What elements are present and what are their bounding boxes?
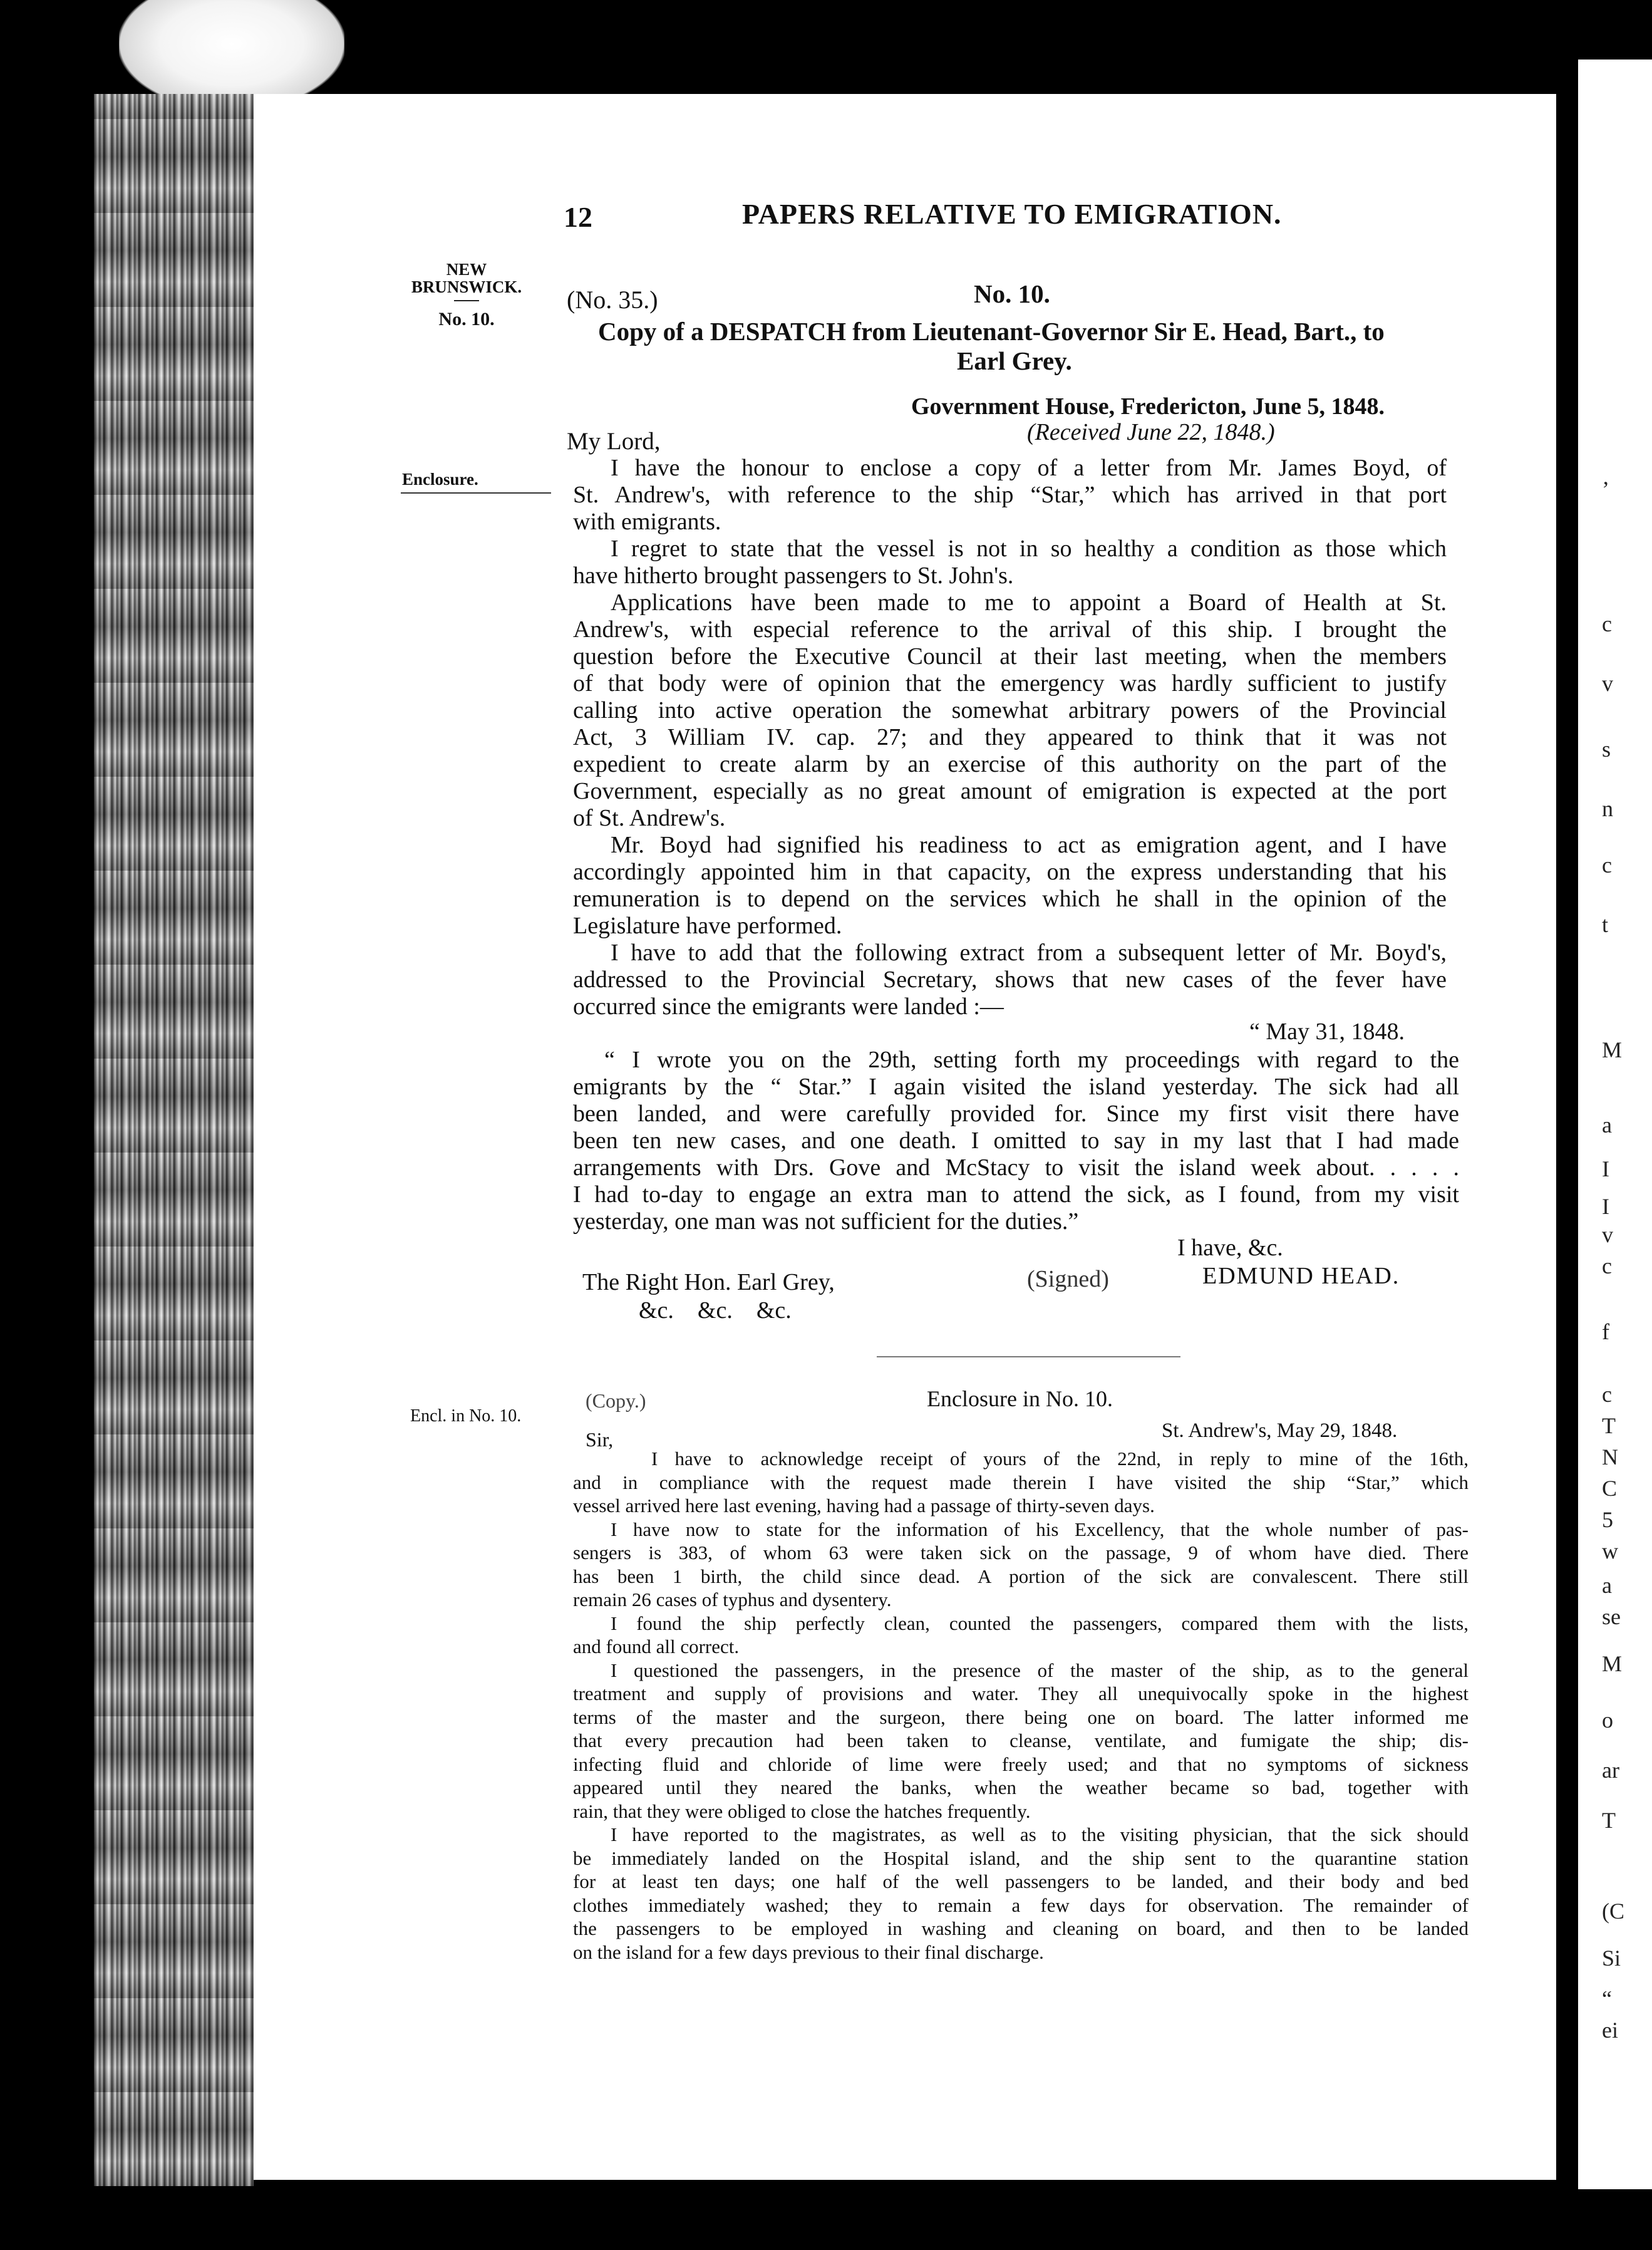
enclosure-line: and found all correct. [573, 1636, 740, 1657]
despatch-line: with emigrants. [573, 509, 721, 535]
despatch-line: remuneration is to depend on the services which he shall in the opinion of the [573, 886, 1447, 912]
facing-page-fragment [1578, 60, 1652, 2189]
extract-line: emigrants by the “ Star.” I again visited the island yesterday. The sick had all [573, 1074, 1459, 1100]
page-number: 12 [564, 201, 592, 233]
margin-enclosure-ref: Encl. in No. 10. [410, 1406, 522, 1426]
despatch-line: accordingly appointed him in that capacity, on the express understanding that his [573, 859, 1447, 885]
despatch-ref: (No. 35.) [567, 286, 658, 314]
facing-page-letter: I [1602, 1156, 1609, 1181]
despatch-salutation: My Lord, [567, 428, 661, 455]
page-title: PAPERS RELATIVE TO EMIGRATION. [742, 198, 1282, 230]
enclosure-line: sengers is 383, of whom 63 were taken sick on the passage, 9 of whom have died. There [573, 1542, 1469, 1563]
despatch-heading-line1: Copy of a DESPATCH from Lieutenant-Governor Sir E. Head, Bart., to [598, 317, 1385, 346]
facing-page-letter: a [1602, 1573, 1612, 1598]
addressee-line1: The Right Hon. Earl Grey, [582, 1269, 835, 1295]
extract-line: arrangements with Drs. Gove and McStacy to visit the island week about. . . . . [573, 1154, 1459, 1181]
despatch-line: Applications have been made to me to appoint a Board of Health at St. [611, 589, 1447, 616]
facing-page-letter: a [1602, 1112, 1612, 1138]
facing-page-letter: ei [1602, 2018, 1618, 2043]
facing-page-letter: t [1602, 912, 1609, 937]
facing-page-letter: v [1602, 1222, 1613, 1247]
enclosure-copy-label: (Copy.) [586, 1389, 646, 1412]
facing-page-letter: v [1602, 671, 1613, 696]
enclosure-line: rain, that they were obliged to close the hatches frequently. [573, 1800, 1031, 1822]
enclosure-salutation: Sir, [586, 1428, 614, 1451]
enclosure-line: I found the ship perfectly clean, counted the passengers, compared them with the lists, [611, 1612, 1469, 1634]
facing-page-letter: c [1602, 853, 1612, 878]
facing-page-letter: w [1602, 1538, 1618, 1563]
facing-page-letter: “ [1602, 1986, 1612, 2011]
facing-page-letter: Si [1602, 1946, 1621, 1971]
extract-line: been ten new cases, and one death. I omitted to say in my last that I had made [573, 1128, 1459, 1154]
extract-date: “ May 31, 1848. [1249, 1019, 1405, 1045]
enclosure-line: I questioned the passengers, in the presence of the master of the ship, as to the general [611, 1659, 1469, 1681]
enclosure-line: I have to acknowledge receipt of yours of the 22nd, in reply to mine of the 16th, [651, 1448, 1469, 1470]
facing-page-letter: M [1602, 1037, 1623, 1062]
signed-label: (Signed) [1027, 1266, 1109, 1292]
facing-page-letter: I [1602, 1194, 1609, 1219]
facing-page-letter: ’ [1602, 477, 1609, 502]
enclosure-line: and in compliance with the request made therein I have visited the ship “Star,” which [573, 1471, 1469, 1493]
facing-page-letter: 5 [1602, 1507, 1613, 1532]
torn-paper-fragment [119, 0, 344, 110]
enclosure-line: vessel arrived here last evening, having had a passage of thirty-seven days. [573, 1495, 1155, 1516]
extract-line: been landed, and were carefully provided for. Since my first visit there have [573, 1101, 1459, 1127]
section-divider [877, 1356, 1180, 1357]
addressee-line2: &c. &c. &c. [639, 1297, 792, 1324]
facing-page-letter: s [1602, 737, 1611, 762]
enclosure-line: that every precaution had been taken to cleanse, ventilate, and fumigate the ship; dis- [573, 1729, 1469, 1751]
facing-page-letter: o [1602, 1708, 1613, 1733]
facing-page-letter: c [1602, 611, 1612, 636]
enclosure-line: be immediately landed on the Hospital island, and the ship sent to the quarantine station [573, 1847, 1469, 1869]
despatch-line: expedient to create alarm by an exercise of this authority on the part of the [573, 751, 1447, 777]
despatch-line: addressed to the Provincial Secretary, shows that new cases of the fever have [573, 967, 1447, 993]
margin-province-line2: BRUNSWICK. [411, 277, 522, 296]
enclosure-line: infecting fluid and chloride of lime were freely used; and that no symptoms of sickness [573, 1753, 1469, 1775]
facing-page-letter: f [1602, 1319, 1609, 1344]
signature: EDMUND HEAD. [1202, 1263, 1400, 1289]
despatch-line: Legislature have performed. [573, 913, 842, 939]
despatch-line: of that body were of opinion that the emergency was hardly sufficient to justify [573, 670, 1447, 697]
margin-short-rule [454, 300, 479, 301]
extract-line: “ I wrote you on the 29th, setting forth my proceedings with regard to the [604, 1047, 1459, 1073]
despatch-line: I regret to state that the vessel is not in so healthy a condition as those which [611, 536, 1447, 562]
despatch-heading-line2: Earl Grey. [957, 346, 1072, 375]
despatch-line: I have the honour to enclose a copy of a letter from Mr. James Boyd, of [611, 455, 1447, 481]
facing-page-letter: C [1602, 1476, 1618, 1501]
facing-page-letter: c [1602, 1253, 1612, 1278]
facing-page-letter: n [1602, 796, 1613, 821]
enclosure-line: terms of the master and the surgeon, there being one on board. The latter informed me [573, 1706, 1469, 1728]
enclosure-line: appeared until they neared the banks, when the weather became so bad, together with [573, 1776, 1469, 1798]
margin-enclosure-rule [401, 492, 551, 494]
margin-number: No. 10. [438, 309, 495, 329]
enclosure-line: has been 1 birth, the child since dead. A portion of the sick are convalescent. There still [573, 1565, 1469, 1587]
despatch-number: No. 10. [974, 279, 1050, 308]
despatch-line: have hitherto brought passengers to St. John's. [573, 562, 1014, 589]
despatch-received: (Received June 22, 1848.) [1027, 419, 1275, 445]
enclosure-line: I have now to state for the information of his Excellency, that the whole number of pas- [611, 1518, 1469, 1540]
facing-page-letter: c [1602, 1382, 1612, 1407]
enclosure-line: the passengers to be employed in washing and cleaning on board, and then to be landed [573, 1917, 1469, 1939]
facing-page-letter: (C [1602, 1899, 1624, 1924]
enclosure-line: treatment and supply of provisions and water. They all unequivocally spoke in the highest [573, 1682, 1469, 1704]
despatch-place-date: Government House, Fredericton, June 5, 1848. [911, 393, 1385, 420]
despatch-line: I have to add that the following extract from a subsequent letter of Mr. Boyd's, [611, 940, 1447, 966]
enclosure-line: for at least ten days; one half of the well passengers to be landed, and their body and bed [573, 1870, 1469, 1892]
despatch-line: calling into active operation the somewhat arbitrary powers of the Provincial [573, 697, 1447, 723]
enclosure-line: on the island for a few days previous to their final discharge. [573, 1941, 1044, 1963]
despatch-line: occurred since the emigrants were landed :— [573, 993, 1004, 1020]
extract-line: yesterday, one man was not sufficient for the duties.” [573, 1208, 1079, 1235]
book-page-edge [94, 94, 254, 2186]
facing-page-letter: N [1602, 1444, 1618, 1470]
despatch-line: Andrew's, with especial reference to the arrival of this ship. I brought the [573, 616, 1447, 643]
extract-line: I had to-day to engage an extra man to attend the sick, as I found, from my visit [573, 1181, 1459, 1208]
despatch-line: question before the Executive Council at their last meeting, when the members [573, 643, 1447, 670]
enclosure-line: I have reported to the magistrates, as well as to the visiting physician, that the sick should [611, 1823, 1469, 1845]
enclosure-line: clothes immediately washed; they to remain a few days for observation. The remainder of [573, 1894, 1469, 1916]
margin-enclosure-note: Enclosure. [402, 470, 478, 489]
enclosure-title: Enclosure in No. 10. [927, 1386, 1113, 1411]
facing-page-letter: T [1602, 1808, 1616, 1833]
enclosure-line: remain 26 cases of typhus and dysentery. [573, 1589, 892, 1610]
facing-page-letter: M [1602, 1651, 1623, 1676]
enclosure-place-date: St. Andrew's, May 29, 1848. [1162, 1419, 1398, 1442]
despatch-line: Act, 3 William IV. cap. 27; and they appeared to think that it was not [573, 724, 1447, 750]
facing-page-letter: ar [1602, 1758, 1619, 1783]
closing: I have, &c. [1177, 1235, 1283, 1261]
despatch-line: Mr. Boyd had signified his readiness to act as emigration agent, and I have [611, 832, 1447, 858]
despatch-line: St. Andrew's, with reference to the ship “Star,” which has arrived in that port [573, 482, 1447, 508]
despatch-line: of St. Andrew's. [573, 805, 726, 831]
despatch-line: Government, especially as no great amount of emigration is expected at the port [573, 778, 1447, 804]
facing-page-letter: se [1602, 1604, 1621, 1629]
facing-page-letter: T [1602, 1413, 1616, 1438]
margin-province-line1: NEW [446, 260, 487, 279]
